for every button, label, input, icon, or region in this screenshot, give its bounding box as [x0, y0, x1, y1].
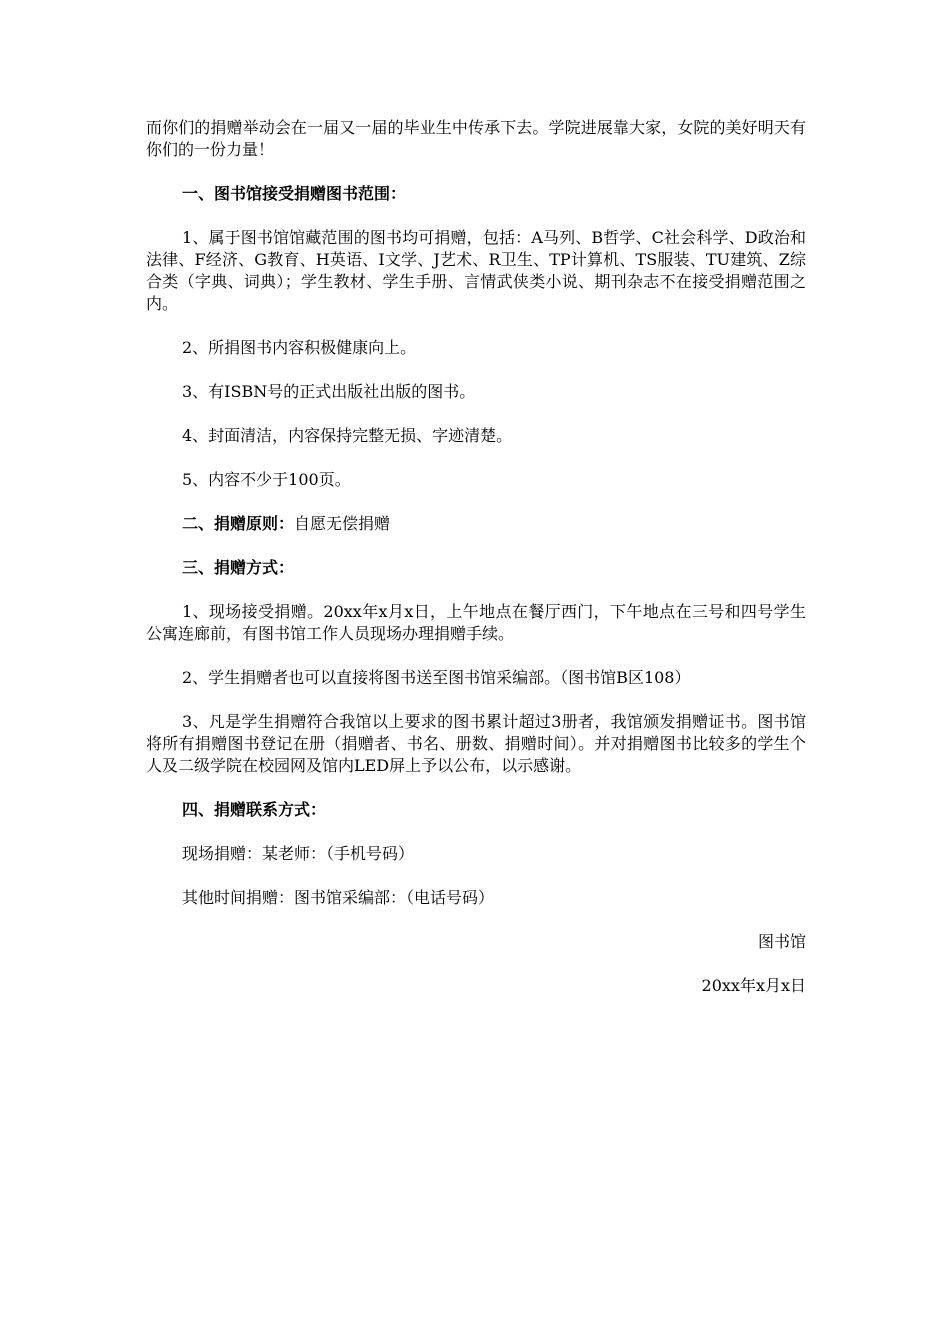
section-1-heading: 一、图书馆接受捐赠图书范围： — [182, 184, 407, 203]
section-1-item-4: 4、封面清洁，内容保持完整无损、字迹清楚。 — [182, 426, 513, 445]
section-3-item-2: 2、学生捐赠者也可以直接将图书送至图书馆采编部。（图书馆B区108） — [182, 668, 691, 687]
section-1-item-1: 1、属于图书馆馆藏范围的图书均可捐赠，包括：A马列、B哲学、C社会科学、D政治和法律、F经济、G教育、H英语、I文学、J艺术、R卫生、TP计算机、TS服装、TU建筑、Z综合类（字典、词典）；学生教材、学生手册、言情武侠类小说、期刊杂志不在接受捐赠范围之内。 — [146, 228, 806, 313]
contact-other-time: 其他时间捐赠：图书馆采编部：（电话号码） — [182, 888, 495, 907]
section-3-heading-line — [146, 557, 806, 579]
section-2-line — [146, 513, 806, 535]
section-1-item-2: 2、所捐图书内容积极健康向上。 — [182, 338, 417, 357]
section-3-item-1: 1、现场接受捐赠。20xx年x月x日，上午地点在餐厅西门，下午地点在三号和四号学生公寓连廊前，有图书馆工作人员现场办理捐赠手续。 — [146, 602, 806, 643]
document-body — [146, 117, 806, 1019]
section-1-item-3: 3、有ISBN号的正式出版社出版的图书。 — [182, 382, 476, 401]
signature: 图书馆 — [757, 932, 806, 951]
section-2-text: 自愿无偿捐赠 — [294, 514, 391, 533]
section-1-item-5: 5、内容不少于100页。 — [182, 470, 351, 489]
section-2-heading: 二、捐赠原则： — [182, 514, 295, 533]
intro-paragraph: 而你们的捐赠举动会在一届又一届的毕业生中传承下去。学院进展靠大家，女院的美好明天有你们的一份力量！ — [146, 118, 806, 159]
section-4-heading-line — [146, 799, 806, 821]
section-3-item-3: 3、凡是学生捐赠符合我馆以上要求的图书累计超过3册者，我馆颁发捐赠证书。图书馆将所有捐赠图书登记在册（捐赠者、书名、册数、捐赠时间）。并对捐赠图书比较多的学生个人及二级学院在校园网及馆内LED屏上予以公布，以示感谢。 — [146, 712, 806, 775]
signature-date: 20xx年x月x日 — [701, 976, 806, 995]
section-4-heading: 四、捐赠联系方式： — [182, 800, 327, 819]
contact-onsite: 现场捐赠：某老师：（手机号码） — [182, 844, 415, 863]
section-1-heading-line — [146, 183, 806, 205]
section-3-heading: 三、捐赠方式： — [182, 558, 295, 577]
